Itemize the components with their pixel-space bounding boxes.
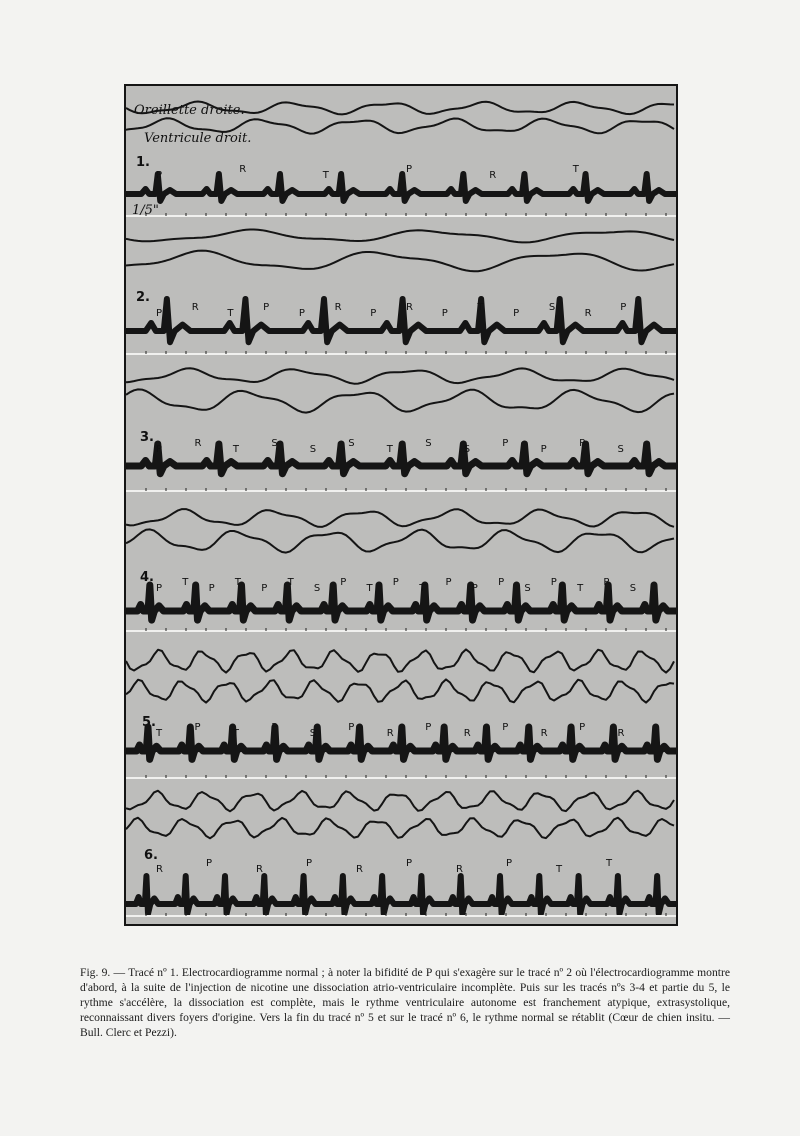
wave-letter: S (309, 444, 317, 455)
ecg-figure (124, 84, 678, 926)
wave-letter: T (386, 444, 393, 455)
wave-letter: T (322, 170, 329, 181)
wave-letter: T (606, 858, 613, 869)
wave-letter: P (156, 308, 163, 319)
wave-letter: P (471, 583, 478, 594)
wave-letter: P (406, 164, 413, 175)
wave-letter: R (334, 302, 342, 313)
wave-letter: T (477, 302, 484, 313)
wave-letter: P (156, 583, 163, 594)
wave-letter: T (572, 164, 579, 175)
wave-letter: P (348, 722, 355, 733)
wave-letter: P (441, 308, 448, 319)
wave-letter: S (463, 444, 471, 455)
wave-letter: T (156, 728, 163, 739)
wave-letter: P (271, 722, 278, 733)
wave-letter: T (287, 577, 294, 588)
wave-letter: R (356, 864, 363, 875)
wave-letter: R (191, 302, 199, 313)
wave-letter: P (406, 858, 413, 869)
wave-letter: P (502, 438, 509, 449)
wave-letter: P (579, 722, 586, 733)
ecg-tracings (126, 86, 676, 924)
wave-letter: P (445, 577, 452, 588)
wave-letter: S (313, 583, 321, 594)
wave-letter: S (425, 438, 432, 449)
wave-letter: R (489, 170, 497, 181)
wave-letter: T (232, 728, 240, 739)
wave-letter: P (263, 302, 270, 313)
wave-letter: P (502, 722, 509, 733)
wave-letter: P (194, 722, 201, 733)
wave-letter: T (232, 444, 240, 455)
trace-number-2: 2. (136, 290, 150, 305)
wave-letter: R (456, 864, 463, 875)
trace-number-5: 5. (142, 715, 156, 730)
wave-letter: P (579, 438, 586, 449)
wave-letter: P (603, 577, 610, 588)
time-mark-label: 1/5" (132, 203, 159, 218)
wave-letter: T (227, 308, 234, 319)
wave-letter: T (556, 864, 563, 875)
wave-letter: R (239, 164, 247, 175)
wave-letter: R (584, 308, 592, 319)
wave-letter: T (234, 577, 242, 588)
trace-number-3: 3. (140, 430, 154, 445)
wave-letter: P (370, 308, 377, 319)
wave-letter: T (182, 577, 189, 588)
wave-letter: P (425, 722, 432, 733)
wave-letter: R (540, 728, 548, 739)
wave-letter: S (524, 583, 531, 594)
wave-letter: P (392, 577, 399, 588)
wave-letter: P (306, 858, 313, 869)
wave-letter: P (156, 444, 163, 455)
wave-letter: P (506, 858, 513, 869)
wave-letter: R (156, 864, 163, 875)
wave-letter: R (256, 864, 263, 875)
wave-letter: P (208, 583, 215, 594)
trace-number-1: 1. (136, 155, 150, 170)
wave-letter: S (271, 438, 278, 449)
wave-letter: R (463, 728, 471, 739)
wave-letter: S (629, 583, 637, 594)
label-ventricule: Ventricule droit. (144, 131, 252, 146)
wave-letter: S (309, 728, 317, 739)
wave-letter: P (513, 308, 520, 319)
wave-letter: R (194, 438, 202, 449)
wave-letter: P (540, 444, 547, 455)
wave-letter: R (617, 728, 625, 739)
label-oreillette: Oreillette droite. (134, 103, 245, 118)
wave-letter: T (366, 583, 373, 594)
wave-letter: T (419, 583, 426, 594)
wave-letter: P (156, 170, 163, 181)
wave-letter: S (548, 302, 556, 313)
wave-letter: P (340, 577, 347, 588)
wave-letter: R (386, 728, 394, 739)
wave-letter: P (620, 302, 627, 313)
trace-number-6: 6. (144, 848, 158, 863)
wave-letter: S (348, 438, 355, 449)
wave-letter: P (261, 583, 268, 594)
wave-letter: P (498, 577, 505, 588)
wave-letter: S (617, 444, 624, 455)
wave-letter: P (298, 308, 305, 319)
wave-letter: R (406, 302, 413, 313)
wave-letter: P (550, 577, 557, 588)
trace-number-4: 4. (140, 570, 154, 585)
wave-letter: P (206, 858, 213, 869)
figure-caption: Fig. 9. — Tracé nº 1. Electrocardiogramme normal ; à noter la bifidité de P qui s'exagère sur le tracé nº 2 où l'électrocardiogramme montre d'abord, à la suite de l'injection de nicotine une dissociation atrio-ventriculaire incomplète. Puis sur les tracés nºs 3-4 et partie du 5, le rythme s'accélère, la dissociation est complète, mais le rythme ventriculaire autonome est franchement atypique, extrasystolique, reconnaissant divers foyers d'origine. Vers la fin du tracé nº 5 et sur le tracé nº 6, le rythme normal se rétablit (Cœur de chien insitu. — Bull. Clerc et Pezzi). (80, 965, 730, 1039)
wave-letter: T (577, 583, 584, 594)
